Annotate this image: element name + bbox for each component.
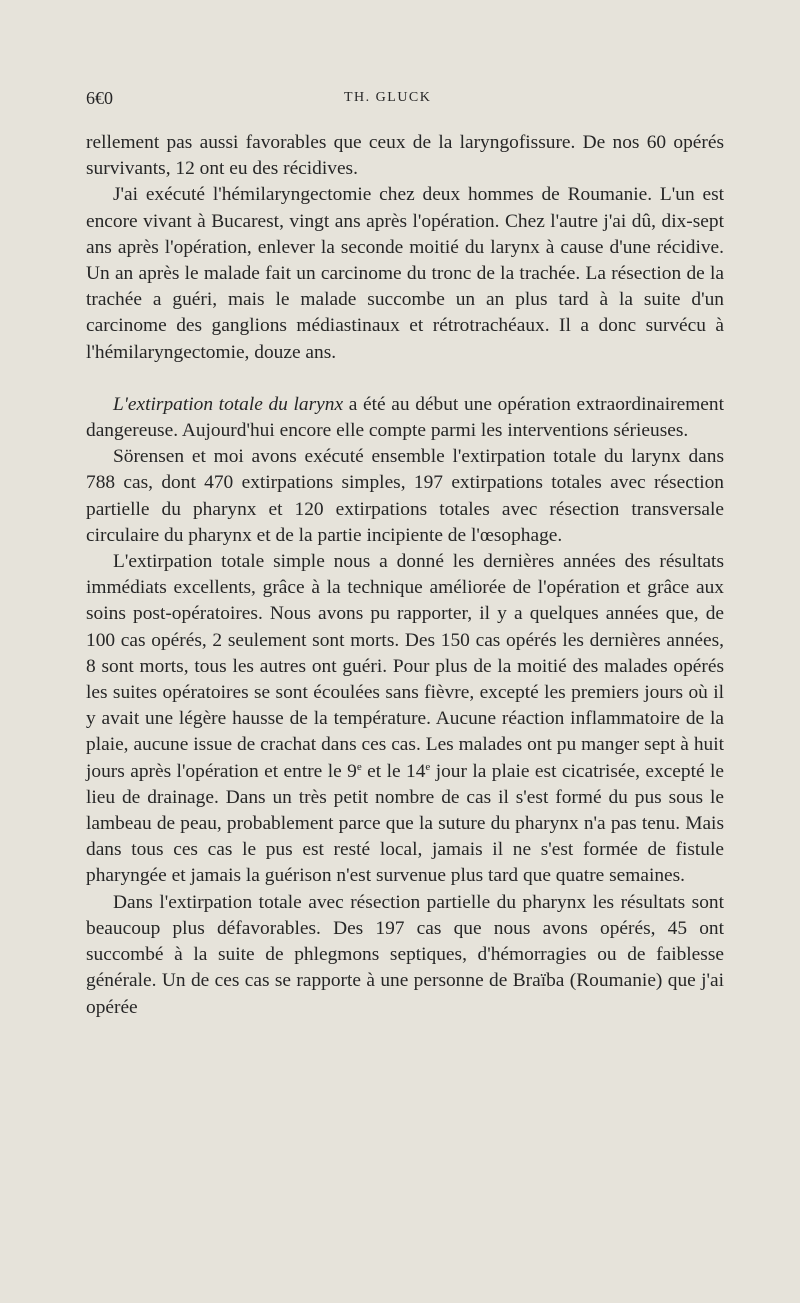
- paragraph-pharynx-resection: [86, 890, 724, 1021]
- running-head: [86, 88, 726, 112]
- page-number: 6€0: [86, 88, 113, 108]
- section-lead-italic: L'extirpation totale du larynx: [113, 393, 344, 415]
- paragraph-total-extirpation: [86, 392, 724, 444]
- paragraph-text: Dans l'extirpation totale avec résection partielle du pharynx les résultats sont beaucoup plus défavorables. Des 197 cas que nous avons opérés, 45 ont succombé à la suite de phlegmons septiques, d'hémorragies ou de faiblesse générale. Un de ces cas se rapporte à une personne de Braïba (Roumanie) que j'ai opérée: [86, 891, 724, 1018]
- paragraph-text: Sörensen et moi avons exécuté ensemble l'extirpation totale du larynx dans 788 cas, dont 470 extirpations simples, 197 extirpations totales avec résection partielle du pharynx et 120 extirpations totales avec résection transversale circulaire du pharynx et de la partie incipiente de l'œsophage.: [86, 446, 724, 546]
- running-head-author: TH. GLUCK: [344, 90, 432, 105]
- paragraph-text: et le 14: [361, 760, 426, 782]
- paragraph-text: rellement pas aussi favorables que ceux de la laryngofissure. De nos 60 opérés survivants, 12 ont eu des récidives.: [86, 132, 724, 180]
- superscript-ordinal: e: [356, 760, 362, 773]
- paragraph-simple-extirpation: [86, 549, 724, 890]
- paragraph-text: L'extirpation totale simple nous a donné les dernières années des résultats immédiats excellents, grâce à la technique améliorée de l'opération et grâce aux soins post-opératoires. Nous avons pu rapporter, il y a quelques années que, de 100 cas opérés, 2 seulement sont morts. Des 150 cas opérés les dernières années, 8 sont morts, tous les autres ont guéri. Pour plus de la moitié des malades opérés les suites opératoires se sont écoulées sans fièvre, excepté les premiers jours où il y avait une légère hausse de la température. Aucune réaction inflammatoire de la plaie, aucune issue de crachat dans ces cas. Les malades ont pu manger sept à huit jours après l'opération et entre le 9: [86, 551, 724, 782]
- paragraph-text: a été au début une opération extraordinairement dangereuse. Aujourd'hui encore elle compte parmi les interventions sérieuses.: [86, 393, 724, 442]
- paragraph-text: jour la plaie est cicatrisée, excepté le lieu de drainage. Dans un très petit nombre de cas il s'est formé du pus sous le lambeau de peau, probablement parce que la suture du pharynx n'a pas tenu. Mais dans tous ces cas le pus est resté local, jamais il ne s'est formée de fistule pharyngée et jamais la guérison n'est survenue plus tard que quatre semaines.: [86, 760, 724, 887]
- paragraph-text: J'ai exécuté l'hémilaryngectomie chez deux hommes de Roumanie. L'un est encore vivant à Bucarest, vingt ans après l'opération. Chez l'autre j'ai dû, dix-sept ans après l'opération, enlever la seconde moitié du larynx à cause d'une récidive. Un an après le malade fait un carcinome du tronc de la trachée. La résection de la trachée a guéri, mais le malade succombe un an plus tard à la suite d'un carcinome des ganglions médiastinaux et rétrotrachéaux. Il a donc survécu à l'hémilaryngectomie, douze ans.: [86, 184, 724, 363]
- body-text: [86, 130, 724, 1021]
- paragraph-hemilaryngectomy: [86, 182, 724, 365]
- superscript-ordinal: e: [425, 760, 431, 773]
- paragraph-continuation: [86, 130, 724, 182]
- paragraph-sorensen: [86, 444, 724, 549]
